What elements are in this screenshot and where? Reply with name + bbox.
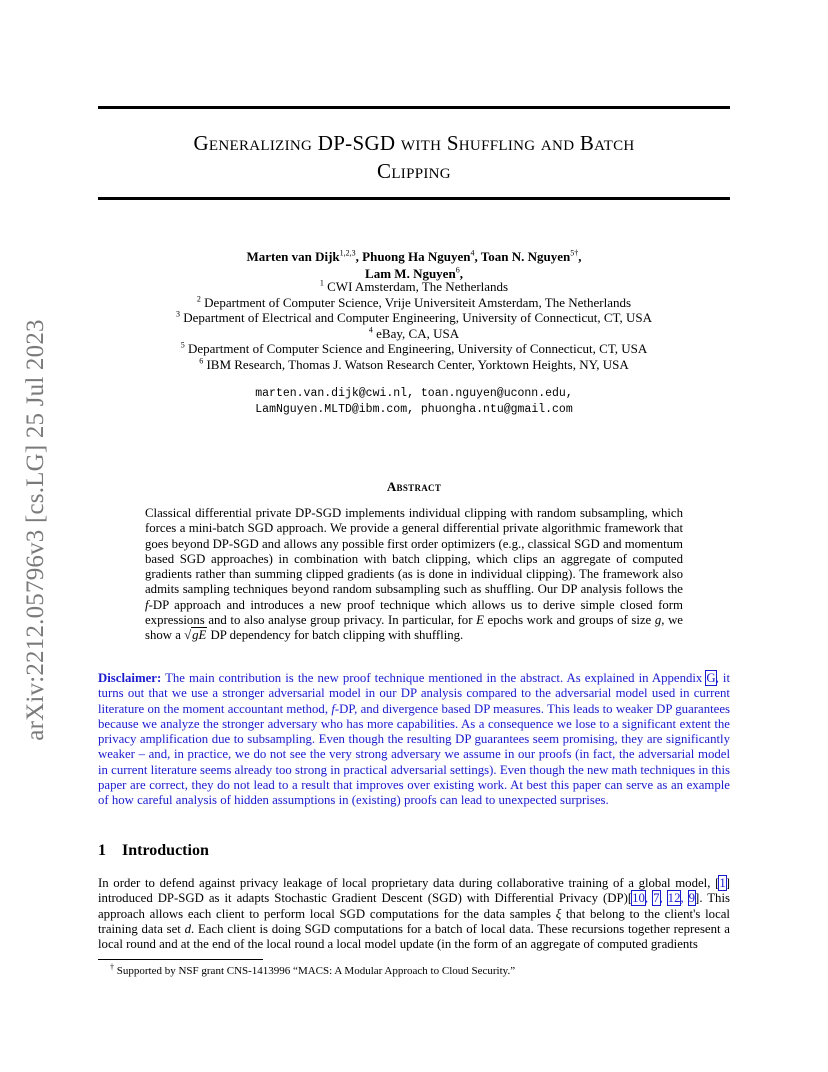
citation-link[interactable]: 9 (688, 891, 696, 906)
affiliation-item: $^6$ IBM Research, Thomas J. Watson Research Center, Yorktown Heights, NY, USA (199, 356, 629, 372)
section-number: 1 (98, 842, 106, 859)
email-list: marten.van.dijk@cwi.nl, toan.nguyen@uconn.edu, LamNguyen.MLTD@ibm.com, phuongha.ntu@gmail.com (255, 387, 573, 416)
affiliation-list (98, 279, 730, 372)
email-address[interactable]: marten.van.dijk@cwi.nl (255, 387, 408, 400)
affiliation-item: $^4$ eBay, CA, USA (368, 325, 460, 341)
arxiv-identifier-stamp: arXiv:2212.05796v3 [cs.LG] 25 Jul 2023 (22, 319, 49, 741)
affiliation-item: $^3$ Department of Electrical and Computer Engineering, University of Connecticut, CT, USA (176, 309, 652, 325)
footnote-text: Supported by NSF grant CNS-1413996 “MACS: A Modular Approach to Cloud Security.” (116, 965, 516, 977)
author-name: Marten van Dijk (246, 249, 340, 264)
disclaimer-label: Disclaimer: (98, 671, 162, 685)
sqrt-expression: gE (192, 628, 207, 643)
introduction-paragraph: In order to defend against privacy leakage of local proprietary data during collaborative training of a global model, [1] introduced DP-SGD as it adapts Stochastic Gradient Descent (SGD) with Differential Privacy (DP)[10, 7, 12, 9]. This approach allows each client to perform local SGD computations for the data samples ξ that belong to the client's local training data set d. Each client is doing SGD computations for a batch of local data. These recursions together represent a local round and at the end of the local round a local model update (in the form of an aggregate of computed gradients (98, 876, 730, 952)
affiliation-item: $^1$ CWI Amsterdam, The Netherlands (319, 278, 509, 294)
author-name: Lam M. Nguyen (365, 266, 456, 281)
citation-link[interactable]: 12 (667, 891, 681, 906)
footnote-mark: † (110, 962, 114, 972)
author-name: Phuong Ha Nguyen (362, 249, 471, 264)
author-affil-sup: 5† (570, 248, 579, 258)
title-line-2: Clipping (377, 159, 451, 183)
title-bottom-rule (98, 197, 730, 200)
citation-link[interactable]: 10 (632, 891, 645, 906)
footnote (110, 962, 516, 978)
appendix-link[interactable]: G (706, 671, 716, 685)
section-title: Introduction (122, 842, 209, 859)
abstract-body: Classical differential private DP-SGD implements individual clipping with random subsampling, which forces a mini-batch SGD approach. We provide a general differential private algorithmic framework that goes beyond DP-SGD and allows any possible first order optimizers (e.g., classical SGD and momentum based SGD approaches) in combination with batch clipping, which clips an aggregate of computed gradients rather than summing clipped gradients (as is done in individual clipping). The framework also admits sampling techniques beyond random subsampling such as shuffling. Our DP analysis follows the f-DP approach and introduces a new proof technique which allows us to derive simple closed form expressions and to also analyse group privacy. In particular, for E epochs work and groups of size g, we show a √gE DP dependency for batch clipping with shuffling. (145, 506, 683, 643)
email-address[interactable]: phuongha.ntu@gmail.com (420, 403, 573, 416)
paper-title (98, 129, 730, 185)
abstract-heading: Abstract (386, 479, 442, 494)
citation-link[interactable]: 7 (653, 891, 660, 906)
disclaimer-paragraph: Disclaimer: The main contribution is the new proof technique mentioned in the abstract. As explained in Appendix G, it turns out that we use a stronger adversarial model in our DP analysis compared to the adversarial model used in current literature on the moment accountant method, f-DP, and divergence based DP measures. This leads to weaker DP guarantees because we analyze the stronger adversary who has more capabilities. As a consequence we lose to a significant extent the privacy amplification due to subsampling. Even though the resulting DP guarantees seem promising, they are significantly weaker – and, in practice, we do not see the very strong adversary we assume in our proofs (in fact, the adversarial model in current literature seems already too strong in practical adversarial settings). Even though the new math techniques in this paper are correct, they do not lead to a result that improves over existing work. At best this paper can serve as an example of how careful analysis of hidden assumptions in (existing) proofs can lead to unexpected surprises. (98, 671, 730, 808)
affiliation-item: $^2$ Department of Computer Science, Vrije Universiteit Amsterdam, The Netherlands (196, 294, 632, 310)
email-address[interactable]: LamNguyen.MLTD@ibm.com (255, 403, 408, 416)
citation-link[interactable]: 1 (719, 876, 726, 890)
author-name: Toan N. Nguyen (480, 249, 571, 264)
section-heading-introduction (98, 842, 209, 860)
footnote-rule (98, 959, 263, 960)
title-line-1: Generalizing DP-SGD with Shuffling and Batch (193, 131, 635, 155)
email-address[interactable]: toan.nguyen@uconn.edu (420, 387, 566, 400)
author-affil-sup: 1,2,3 (339, 248, 356, 258)
abstract-heading-wrap (98, 478, 730, 496)
author-affil-sup: 4 (470, 248, 475, 258)
affiliation-item: $^5$ Department of Computer Science and Engineering, University of Connecticut, CT, USA (180, 340, 648, 356)
title-top-rule (98, 106, 730, 109)
author-affil-sup: 6 (455, 265, 460, 275)
author-list: Marten van Dijk$^{1,2,3}$, Phuong Ha Nguyen$^4$, Toan N. Nguyen$^{5\dagger}$, Lam M. Nguyen$^6$, (246, 248, 582, 281)
